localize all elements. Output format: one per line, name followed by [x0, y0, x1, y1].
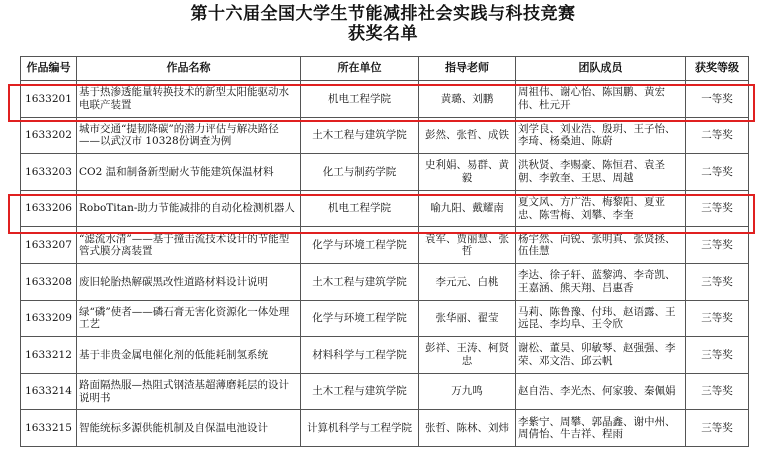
table-row: [21, 337, 749, 374]
table-row: [21, 154, 749, 191]
cell-advisor: 彭然、张哲、成铁: [419, 117, 516, 154]
cell-advisor: 李元元、白桃: [419, 263, 516, 300]
cell-id: 1633202: [21, 117, 77, 154]
cell-unit: 土木工程与建筑学院: [301, 373, 419, 410]
page-title: 第十六届全国大学生节能减排社会实践与科技竞赛: [190, 4, 576, 24]
table-row: [21, 190, 749, 227]
cell-award: 三等奖: [686, 373, 749, 410]
cell-unit: 化学与环境工程学院: [301, 227, 419, 264]
cell-award: 三等奖: [686, 190, 749, 227]
cell-name: “滤流水清”——基于撞击流技术设计的节能型管式膜分离装置: [77, 227, 301, 264]
cell-members: 李达、徐子轩、蓝黎鸿、李奇凯、王嘉涵、熊天翔、吕惠香: [516, 263, 686, 300]
cell-unit: 机电工程学院: [301, 81, 419, 118]
cell-name: 废旧轮胎热解碳黑改性道路材料设计说明: [77, 263, 301, 300]
table-row: [21, 300, 749, 337]
col-header-id: 作品编号: [21, 57, 77, 81]
cell-award: 三等奖: [686, 300, 749, 337]
cell-award: 三等奖: [686, 263, 749, 300]
col-header-members: 团队成员: [516, 57, 686, 81]
cell-unit: 土木工程与建筑学院: [301, 263, 419, 300]
cell-advisor: 彭祥、王涛、柯贤忠: [419, 337, 516, 374]
table-row: [21, 263, 749, 300]
cell-advisor: 黄璐、刘鹏: [419, 81, 516, 118]
col-header-unit: 所在单位: [301, 57, 419, 81]
cell-members: 刘学良、刘业浩、殷玥、王子怡、李琦、杨桑迪、陈蔚: [516, 117, 686, 154]
cell-unit: 计算机科学与工程学院: [301, 410, 419, 447]
cell-name: 绿“磷”使者——磷石膏无害化资源化一体处理工艺: [77, 300, 301, 337]
cell-id: 1633209: [21, 300, 77, 337]
cell-advisor: 袁军、贾丽慧、张哲: [419, 227, 516, 264]
cell-unit: 化工与制药学院: [301, 154, 419, 191]
cell-unit: 机电工程学院: [301, 190, 419, 227]
cell-id: 1633214: [21, 373, 77, 410]
col-header-advisor: 指导老师: [419, 57, 516, 81]
cell-members: 李紫宁、周攀、郭晶鑫、谢中州、周倩怡、牛吉祥、程雨: [516, 410, 686, 447]
cell-id: 1633201: [21, 81, 77, 118]
cell-members: 赵自浩、李光杰、何家骏、秦佩娟: [516, 373, 686, 410]
cell-advisor: 万九鸣: [419, 373, 516, 410]
cell-members: 夏文风、方广浩、梅黎阳、夏亚忠、陈雪梅、刘攀、李奎: [516, 190, 686, 227]
cell-award: 二等奖: [686, 154, 749, 191]
cell-advisor: 张哲、陈林、刘炜: [419, 410, 516, 447]
col-header-name: 作品名称: [77, 57, 301, 81]
cell-members: 洪秋贤、李赐豪、陈恒君、袁圣朝、李敦奎、王思、周越: [516, 154, 686, 191]
cell-members: 谢松、董昊、卯敏琴、赵强强、李荣、邓文浩、邱云帆: [516, 337, 686, 374]
cell-award: 三等奖: [686, 410, 749, 447]
cell-id: 1633207: [21, 227, 77, 264]
cell-id: 1633212: [21, 337, 77, 374]
table-row: [21, 227, 749, 264]
cell-name: 基于非贵金属电催化剂的低能耗制氢系统: [77, 337, 301, 374]
cell-award: 一等奖: [686, 81, 749, 118]
cell-award: 三等奖: [686, 337, 749, 374]
cell-name: CO2 温和制备新型耐火节能建筑保温材料: [77, 154, 301, 191]
table-row: [21, 117, 749, 154]
cell-unit: 土木工程与建筑学院: [301, 117, 419, 154]
cell-advisor: 张华丽、翟莹: [419, 300, 516, 337]
cell-name: 智能统标多源供能机制及自保温电池设计: [77, 410, 301, 447]
cell-advisor: 史利娟、易群、黄毅: [419, 154, 516, 191]
table-row: [21, 81, 749, 118]
table-row: [21, 373, 749, 410]
col-header-award: 获奖等级: [686, 57, 749, 81]
cell-id: 1633215: [21, 410, 77, 447]
award-table: [20, 56, 749, 447]
cell-members: 周祖伟、谢心怡、陈国鹏、黄宏伟、杜元开: [516, 81, 686, 118]
cell-unit: 化学与环境工程学院: [301, 300, 419, 337]
cell-award: 三等奖: [686, 227, 749, 264]
cell-id: 1633206: [21, 190, 77, 227]
cell-unit: 材料科学与工程学院: [301, 337, 419, 374]
cell-name: 路面隔热服—热阻式钢渣基超薄磨耗层的设计说明书: [77, 373, 301, 410]
page-subtitle: 获奖名单: [348, 24, 418, 44]
cell-advisor: 喻九阳、戴耀南: [419, 190, 516, 227]
table-row: [21, 410, 749, 447]
cell-name: RoboTitan-助力节能减排的自动化检测机器人: [77, 190, 301, 227]
cell-name: 基于热渗透能量转换技术的新型太阳能驱动水电联产装置: [77, 81, 301, 118]
cell-id: 1633208: [21, 263, 77, 300]
cell-id: 1633203: [21, 154, 77, 191]
cell-award: 二等奖: [686, 117, 749, 154]
table-header-row: [21, 57, 749, 81]
cell-members: 杨宇然、向锐、张明真、张贤拯、伍佳慧: [516, 227, 686, 264]
cell-name: 城市交通“提韧降碳”的潜力评估与解决路径——以武汉市 10328份调查为例: [77, 117, 301, 154]
cell-members: 马莉、陈鲁豫、付玮、赵语露、王远昆、李均阜、王令欣: [516, 300, 686, 337]
